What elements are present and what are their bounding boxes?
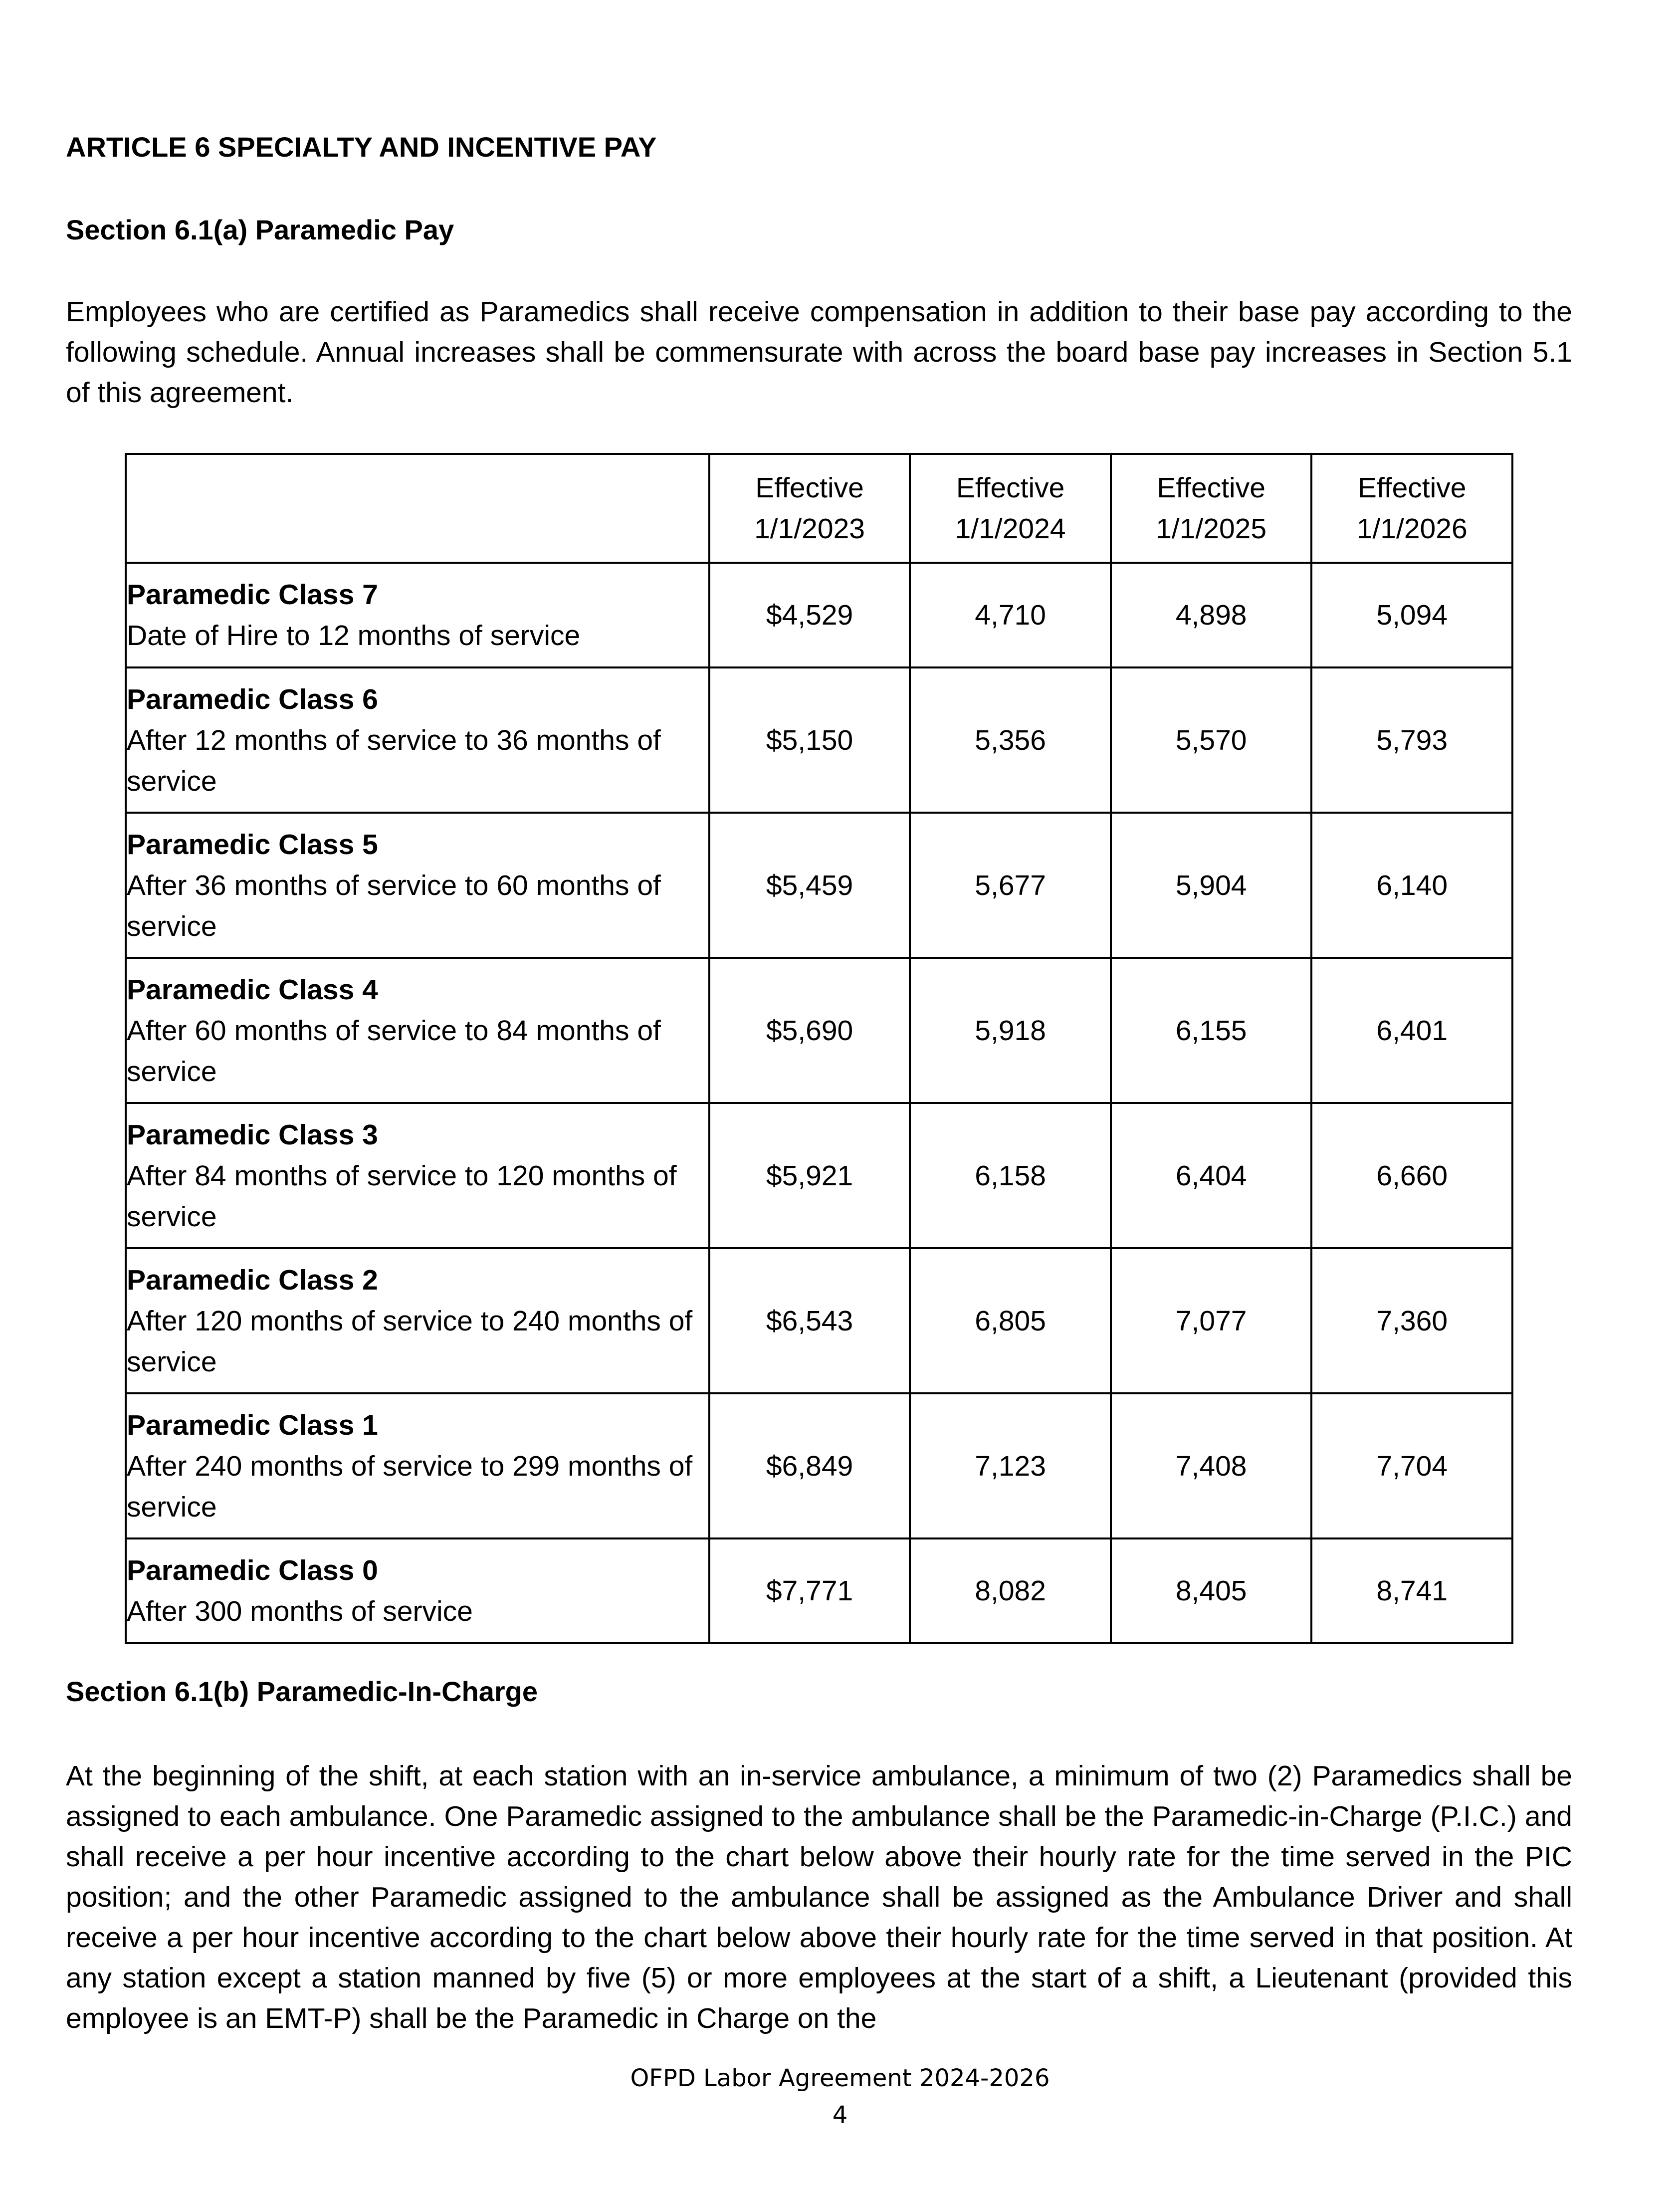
- value-cell: 8,741: [1311, 1538, 1512, 1643]
- row-description-cell: [126, 1103, 709, 1248]
- section-b-paragraph: At the beginning of the shift, at each station with an in-service ambulance, a minimum of two (2) Paramedics shall be assigned to each ambulance. One Paramedic assigned to the ambulance shall be the Paramedic-in-Charge (P.I.C.) and shall receive a per hour incentive according to the chart below above their hourly rate for the time served in the PIC position; and the other Paramedic assigned to the ambulance shall be assigned as the Ambulance Driver and shall receive a per hour incentive according to the chart below above their hourly rate for the time served in that position. At any station except a station manned by five (5) or more employees at the start of a shift, a Lieutenant (provided this employee is an EMT-P) shall be the Paramedic in Charge on the: [66, 1760, 1572, 2034]
- table-row: [126, 563, 1512, 667]
- section-a-title: Section 6.1(a) Paramedic Pay: [66, 214, 454, 245]
- row-description-cell: [126, 1538, 709, 1643]
- value-cell: 6,140: [1311, 813, 1512, 958]
- value-cell: $5,690: [709, 958, 910, 1103]
- table-row: [126, 1103, 1512, 1248]
- service-range: After 84 months of service to 120 months of service: [127, 1159, 677, 1233]
- table-header-row: [126, 454, 1512, 563]
- header-label: Effective: [1357, 472, 1467, 504]
- header-label: Effective: [956, 472, 1065, 504]
- header-cell-2023: [709, 454, 910, 563]
- value-cell: 5,094: [1311, 563, 1512, 667]
- value-cell: 5,904: [1111, 813, 1312, 958]
- value-cell: 7,123: [910, 1393, 1111, 1538]
- header-date: 1/1/2023: [754, 513, 865, 545]
- value-cell: 4,710: [910, 563, 1111, 667]
- class-name: Paramedic Class 0: [127, 1554, 378, 1586]
- header-label: Effective: [1157, 472, 1265, 504]
- header-cell-2025: [1111, 454, 1312, 563]
- value-cell: 8,405: [1111, 1538, 1312, 1643]
- table-row: [126, 1538, 1512, 1643]
- class-name: Paramedic Class 1: [127, 1409, 378, 1441]
- row-description-cell: [126, 813, 709, 958]
- value-cell: $6,543: [709, 1248, 910, 1393]
- value-cell: 4,898: [1111, 563, 1312, 667]
- service-range: After 36 months of service to 60 months of service: [127, 869, 661, 942]
- header-date: 1/1/2026: [1356, 513, 1468, 545]
- value-cell: $5,921: [709, 1103, 910, 1248]
- header-date: 1/1/2024: [955, 513, 1066, 545]
- row-description-cell: [126, 563, 709, 667]
- value-cell: 6,404: [1111, 1103, 1312, 1248]
- footer-title: OFPD Labor Agreement 2024-2026: [630, 2064, 1050, 2092]
- value-cell: 5,677: [910, 813, 1111, 958]
- paramedic-pay-table: [125, 453, 1513, 1644]
- row-description-cell: [126, 667, 709, 813]
- value-cell: $7,771: [709, 1538, 910, 1643]
- value-cell: 5,793: [1311, 667, 1512, 813]
- service-range: After 12 months of service to 36 months of service: [127, 724, 661, 797]
- class-name: Paramedic Class 4: [127, 973, 378, 1006]
- article-title: ARTICLE 6 SPECIALTY AND INCENTIVE PAY: [66, 131, 657, 163]
- value-cell: 6,805: [910, 1248, 1111, 1393]
- value-cell: 5,918: [910, 958, 1111, 1103]
- header-cell-2026: [1311, 454, 1512, 563]
- service-range: Date of Hire to 12 months of service: [127, 620, 581, 652]
- table-row: [126, 1248, 1512, 1393]
- class-name: Paramedic Class 5: [127, 828, 378, 861]
- section-b-title: Section 6.1(b) Paramedic-In-Charge: [66, 1676, 538, 1707]
- row-description-cell: [126, 1248, 709, 1393]
- table-row: [126, 958, 1512, 1103]
- header-cell-2024: [910, 454, 1111, 563]
- value-cell: 6,155: [1111, 958, 1312, 1103]
- header-date: 1/1/2025: [1156, 513, 1267, 545]
- service-range: After 120 months of service to 240 months of service: [127, 1305, 693, 1378]
- table-row: [126, 667, 1512, 813]
- row-description-cell: [126, 1393, 709, 1538]
- class-name: Paramedic Class 3: [127, 1118, 378, 1151]
- class-name: Paramedic Class 2: [127, 1264, 378, 1296]
- value-cell: 7,704: [1311, 1393, 1512, 1538]
- value-cell: 7,077: [1111, 1248, 1312, 1393]
- value-cell: $4,529: [709, 563, 910, 667]
- value-cell: 6,660: [1311, 1103, 1512, 1248]
- value-cell: 6,401: [1311, 958, 1512, 1103]
- value-cell: 5,570: [1111, 667, 1312, 813]
- header-empty-cell: [126, 454, 709, 563]
- class-name: Paramedic Class 7: [127, 579, 378, 611]
- service-range: After 240 months of service to 299 months of service: [127, 1450, 693, 1523]
- class-name: Paramedic Class 6: [127, 683, 378, 715]
- table-row: [126, 1393, 1512, 1538]
- value-cell: $6,849: [709, 1393, 910, 1538]
- value-cell: 5,356: [910, 667, 1111, 813]
- service-range: After 60 months of service to 84 months of service: [127, 1014, 661, 1088]
- value-cell: 7,408: [1111, 1393, 1312, 1538]
- section-a-paragraph: Employees who are certified as Paramedics shall receive compensation in addition to their base pay according to the following schedule. Annual increases shall be commensurate with across the board base pay increases in Section 5.1 of this agreement.: [66, 296, 1572, 409]
- row-description-cell: [126, 958, 709, 1103]
- value-cell: $5,150: [709, 667, 910, 813]
- value-cell: 7,360: [1311, 1248, 1512, 1393]
- value-cell: $5,459: [709, 813, 910, 958]
- header-label: Effective: [755, 472, 864, 504]
- value-cell: 8,082: [910, 1538, 1111, 1643]
- page-number: 4: [832, 2101, 848, 2129]
- service-range: After 300 months of service: [127, 1595, 473, 1627]
- value-cell: 6,158: [910, 1103, 1111, 1248]
- table-row: [126, 813, 1512, 958]
